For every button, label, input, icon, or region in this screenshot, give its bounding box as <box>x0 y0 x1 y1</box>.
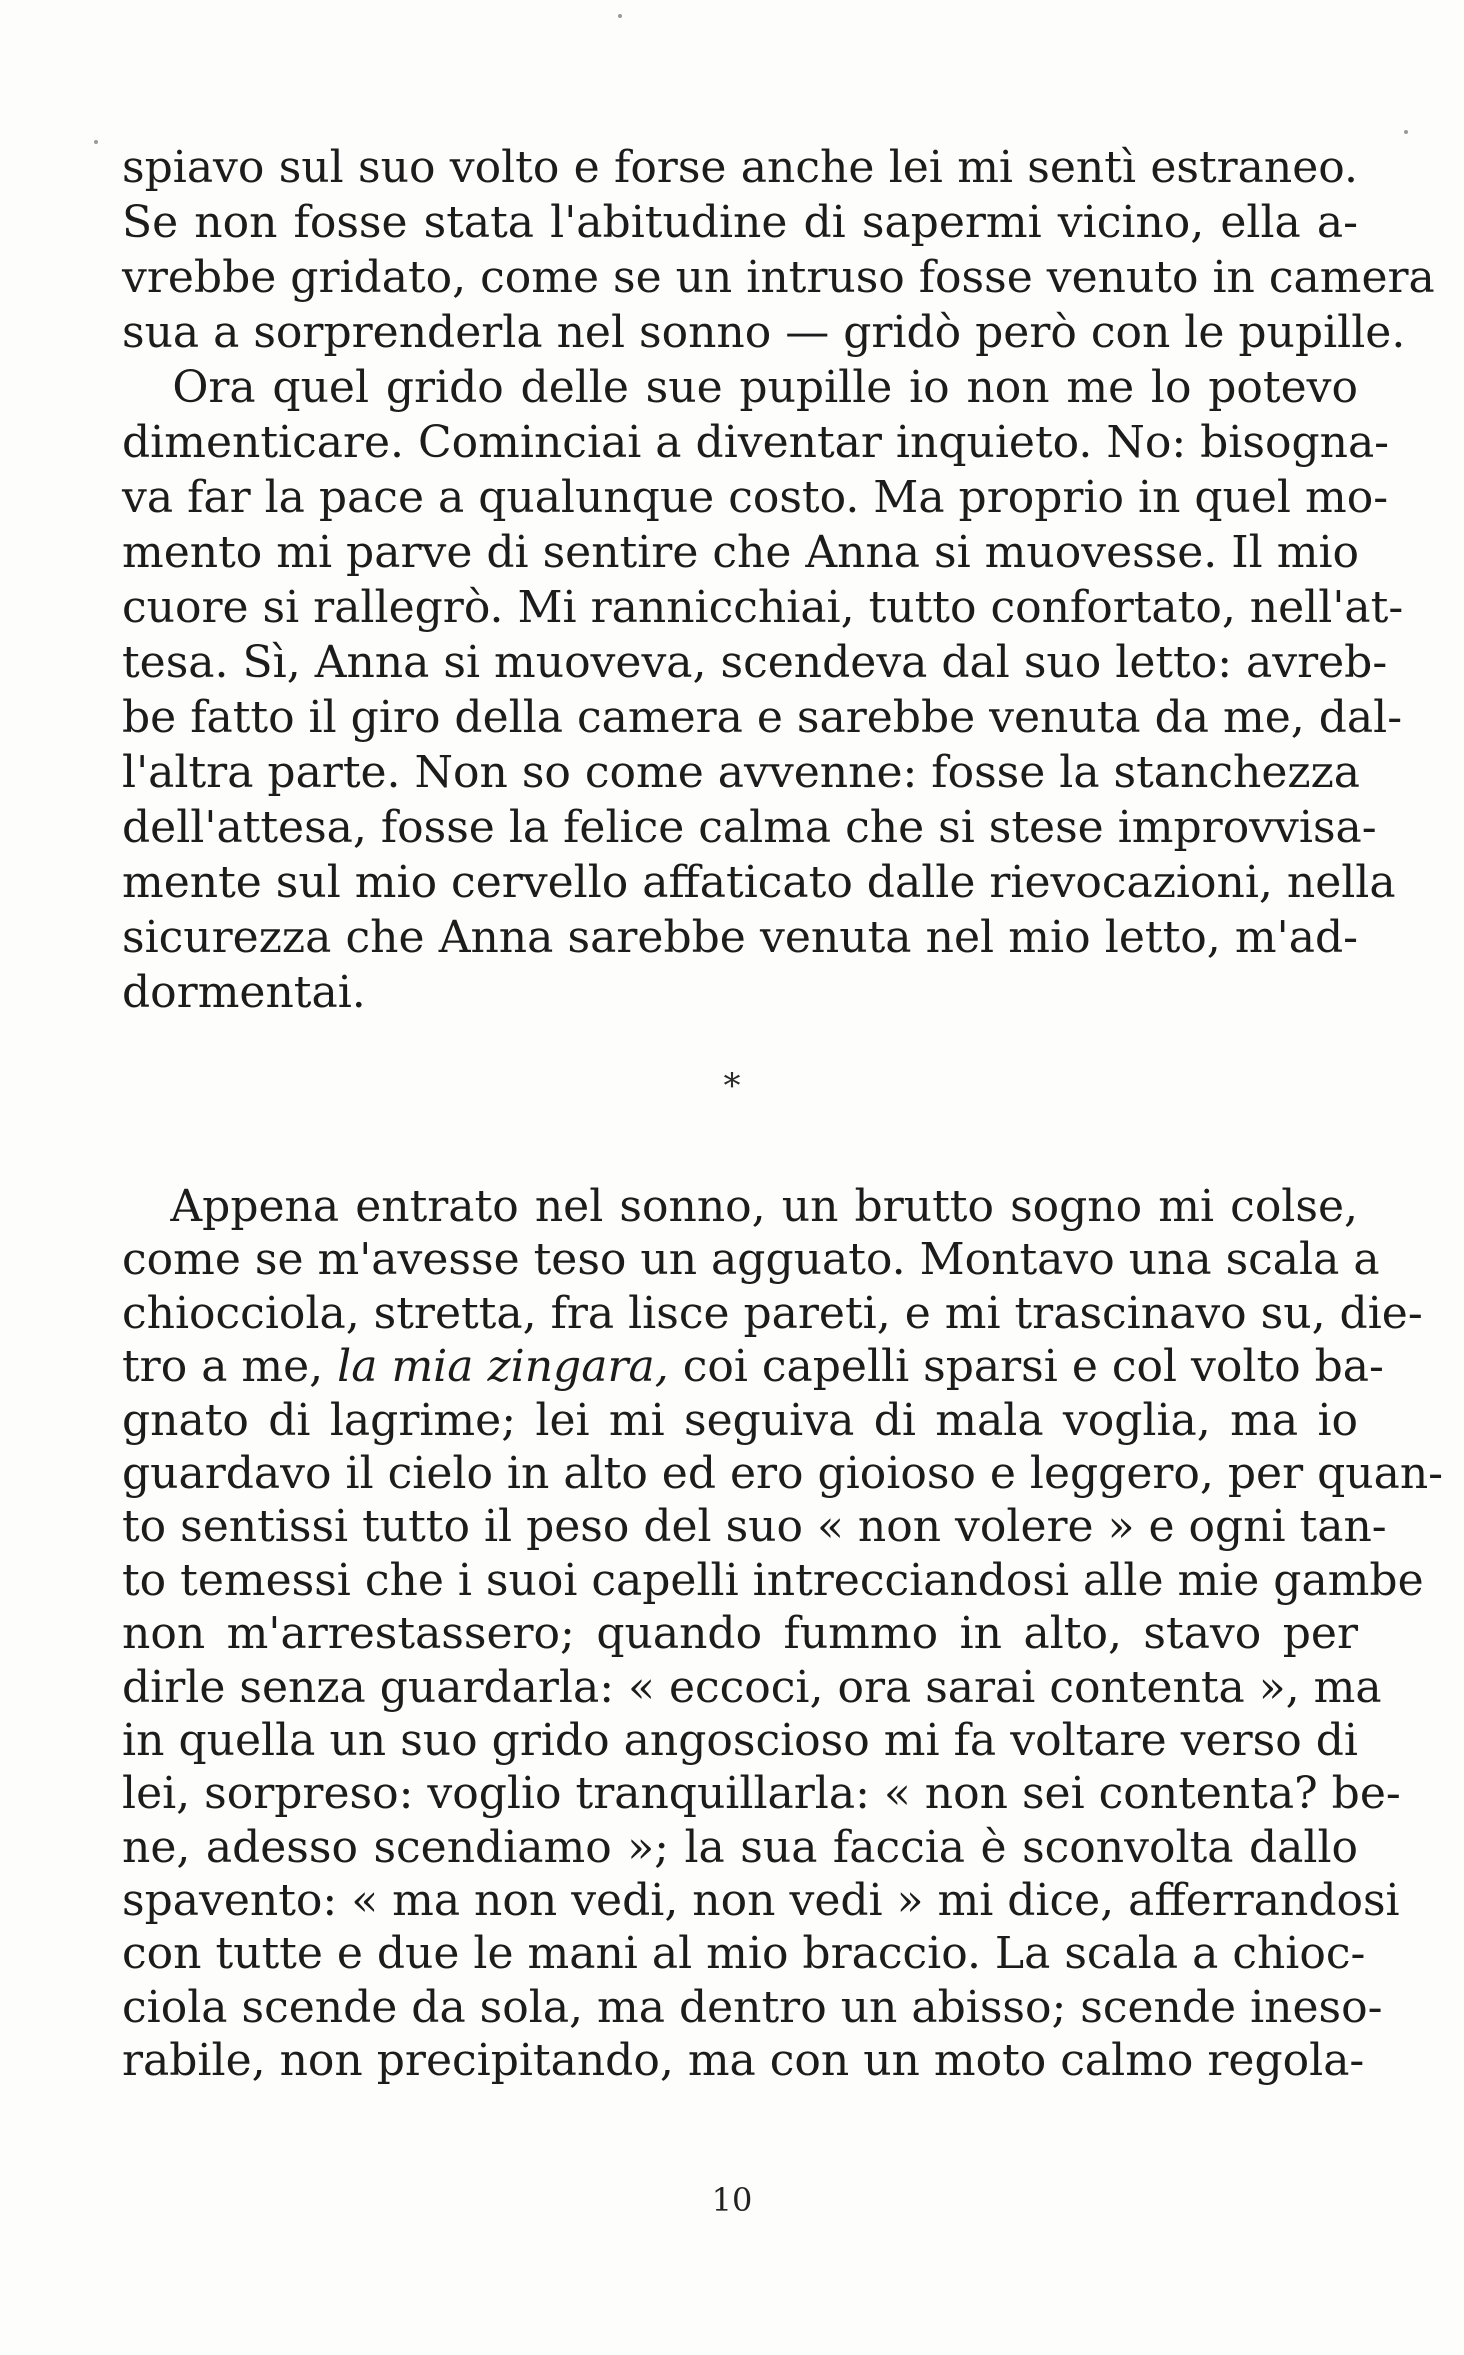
text-line: come se m'avesse teso un agguato. Montavo una scala a <box>122 1234 1380 1286</box>
text-line: sua a sorprenderla nel sonno — gridò però con le pupille. <box>122 307 1406 358</box>
text-line: l'altra parte. Non so come avvenne: fosse la stanchezza <box>122 747 1360 798</box>
text-line: sicurezza che Anna sarebbe venuta nel mio letto, m'ad- <box>122 912 1358 963</box>
text-line: ciola scende da sola, ma dentro un abisso; scende ineso- <box>122 1981 1383 2033</box>
text-line: dormentai. <box>122 967 366 1018</box>
text-line: guardavo il cielo in alto ed ero gioioso e leggero, per quan- <box>122 1447 1444 1499</box>
text-line: tesa. Sì, Anna si muoveva, scendeva dal suo letto: avreb- <box>122 637 1388 688</box>
text-line: gnato di lagrime; lei mi seguiva di mala voglia, ma io <box>122 1394 1358 1446</box>
paper-speck <box>618 14 622 18</box>
paragraph-2 <box>122 1180 1444 2088</box>
text-line: mento mi parve di sentire che Anna si muovesse. Il mio <box>122 527 1360 578</box>
text-line: rabile, non precipitando, ma con un moto calmo regola- <box>122 2035 1365 2087</box>
paragraph-1 <box>122 140 1435 1020</box>
text-line: chiocciola, stretta, fra lisce pareti, e mi trascinavo su, die- <box>122 1287 1423 1339</box>
text-line: vrebbe gridato, come se un intruso fosse venuto in camera <box>122 252 1435 303</box>
section-separator: * <box>723 1066 741 1106</box>
text-line: cuore si rallegrò. Mi rannicchiai, tutto confortato, nell'at- <box>122 582 1404 633</box>
text-line: mente sul mio cervello affaticato dalle rievocazioni, nella <box>122 857 1396 908</box>
text-line: dimenticare. Cominciai a diventar inquieto. No: bisogna- <box>122 417 1390 468</box>
text-line: spavento: « ma non vedi, non vedi » mi dice, afferrandosi <box>122 1875 1400 1927</box>
text-line: to sentissi tutto il peso del suo « non volere » e ogni tan- <box>122 1501 1387 1553</box>
italic-phrase: la mia zingara, <box>337 1341 669 1393</box>
text-line: in quella un suo grido angoscioso mi fa voltare verso di <box>122 1714 1358 1766</box>
text-fragment: coi capelli sparsi e col volto ba- <box>668 1341 1384 1393</box>
text-line: Appena entrato nel sonno, un brutto sogno mi colse, <box>122 1181 1358 1232</box>
text-line: dirle senza guardarla: « eccoci, ora sarai contenta », ma <box>122 1661 1382 1713</box>
text-line-with-italic <box>122 1340 1384 1393</box>
text-line: Se non fosse stata l'abitudine di sapermi vicino, ella a- <box>122 197 1358 248</box>
text-line: spiavo sul suo volto e forse anche lei mi sentì estraneo. <box>122 142 1358 193</box>
text-line: to temessi che i suoi capelli intrecciandosi alle mie gambe <box>122 1554 1424 1606</box>
text-line: dell'attesa, fosse la felice calma che si stese improvvisa- <box>122 802 1377 853</box>
paper-speck <box>1404 130 1408 134</box>
text-line: non m'arrestassero; quando fummo in alto, stavo per <box>122 1608 1358 1660</box>
paper-speck <box>94 140 98 144</box>
text-line: ne, adesso scendiamo »; la sua faccia è sconvolta dallo <box>122 1821 1358 1873</box>
text-line: Ora quel grido delle sue pupille io non me lo potevo <box>122 362 1358 413</box>
text-line: be fatto il giro della camera e sarebbe venuta da me, dal- <box>122 692 1403 743</box>
text-line: lei, sorpreso: voglio tranquillarla: « non sei contenta? be- <box>122 1768 1401 1820</box>
text-line: con tutte e due le mani al mio braccio. La scala a chioc- <box>122 1928 1366 1980</box>
text-line: va far la pace a qualunque costo. Ma proprio in quel mo- <box>122 472 1389 523</box>
text-fragment: tro a me, <box>122 1341 338 1393</box>
page-number: 10 <box>711 2181 753 2219</box>
